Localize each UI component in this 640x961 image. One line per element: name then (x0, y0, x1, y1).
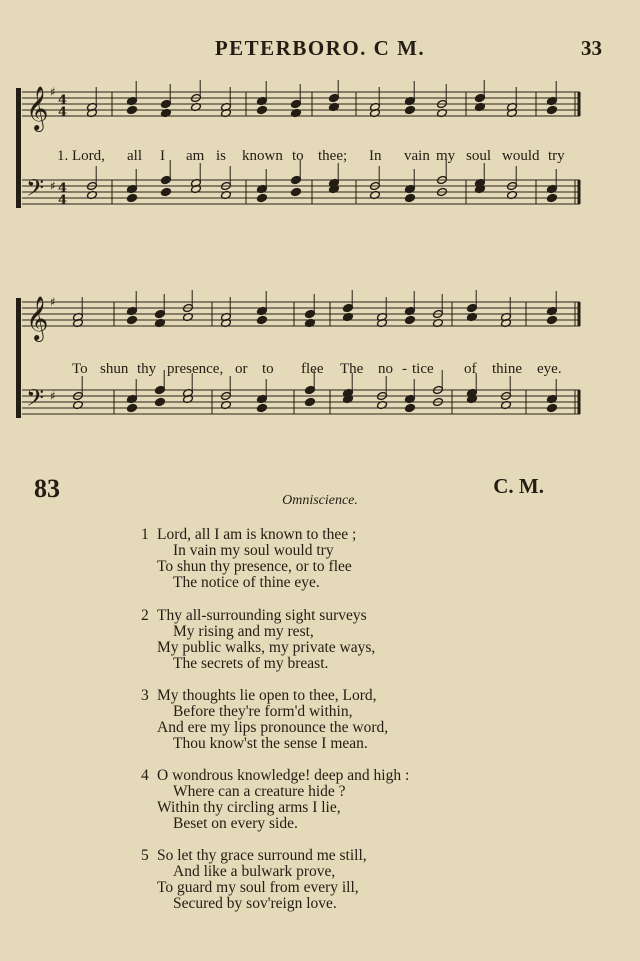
lyric-word: thee; (318, 148, 348, 164)
stanza-line: Thou know'st the sense I mean. (173, 735, 368, 752)
lyric-word: presence, (167, 361, 224, 377)
lyric-word: am (186, 148, 205, 164)
lyric-word: soul (466, 148, 492, 164)
lyric-word: To (72, 361, 88, 377)
lyric-word: eye. (537, 361, 562, 377)
system-brace (16, 88, 21, 208)
stanza-number: 2 (141, 607, 149, 624)
stanza-line: Lord, all I am is known to thee ; (157, 526, 357, 543)
lyric-word: I (160, 148, 165, 164)
note-head (127, 193, 138, 202)
stanza-line: My rising and my rest, (173, 623, 314, 640)
system-brace (16, 298, 21, 418)
stanza-line: In vain my soul would try (173, 542, 334, 559)
stanza-line: The notice of thine eye. (173, 574, 320, 591)
note-head (127, 105, 138, 114)
treble-clef: 𝄞 (26, 86, 49, 130)
stanza-line: And ere my lips pronounce the word, (157, 719, 389, 736)
stanza-number: 4 (141, 767, 149, 784)
note-head (257, 403, 268, 412)
note-head (257, 315, 268, 324)
lyric-word: vain (404, 148, 430, 164)
lyric-word: would (502, 148, 540, 164)
lyric-word: is (216, 148, 227, 164)
key-sharp: ♯ (50, 389, 56, 403)
stanza-line: Secured by sov'reign love. (173, 895, 337, 912)
stanza-line: My thoughts lie open to thee, Lord, (157, 687, 377, 704)
time-signature: 4 (58, 193, 68, 208)
hymn-subject: Omniscience. (282, 493, 358, 508)
note-head (305, 397, 316, 406)
hymn-meter: C. M. (493, 474, 544, 498)
lyric-word: 1. Lord, (57, 148, 105, 164)
bass-clef: 𝄢 (26, 174, 45, 207)
bass-clef: 𝄢 (26, 384, 45, 417)
note-head (405, 315, 416, 324)
lyric-word: tice (412, 361, 434, 377)
lyric-word: thine (492, 361, 522, 377)
note-head (547, 315, 558, 324)
note-head (127, 315, 138, 324)
lyric-word: no (378, 361, 393, 377)
stanza-line: Where can a creature hide ? (173, 783, 346, 800)
note-head (405, 193, 416, 202)
key-sharp: ♯ (50, 85, 56, 99)
note-head (547, 193, 558, 202)
stanza-line: Within thy circling arms I lie, (157, 799, 341, 816)
stanza-line: Thy all-surrounding sight surveys (157, 607, 367, 624)
stanza-line: The secrets of my breast. (173, 655, 329, 672)
note-head (161, 187, 172, 196)
lyric-word: all (127, 148, 142, 164)
stanza-line: To guard my soul from every ill, (157, 879, 359, 896)
stanza-number: 3 (141, 687, 149, 704)
note-head (405, 105, 416, 114)
lyric-word: my (436, 148, 456, 164)
note-head (547, 403, 558, 412)
lyric-word: The (340, 361, 364, 377)
note-head (155, 397, 166, 406)
note-head (257, 105, 268, 114)
time-signature: 4 (58, 181, 68, 196)
lyric-word: to (292, 148, 304, 164)
page-number: 33 (581, 36, 602, 60)
treble-clef: 𝄞 (26, 296, 49, 340)
stanza-line: O wondrous knowledge! deep and high : (157, 767, 410, 784)
key-sharp: ♯ (50, 295, 56, 309)
hymn-number: 83 (34, 474, 60, 503)
stanza-number: 5 (141, 847, 149, 864)
note-head (547, 105, 558, 114)
note-head (405, 403, 416, 412)
lyric-word: or (235, 361, 248, 377)
stanza-line: To shun thy presence, or to flee (157, 558, 352, 575)
note-head (257, 193, 268, 202)
lyric-word: thy (137, 361, 157, 377)
lyric-word: known (242, 148, 283, 164)
lyric-word: to (262, 361, 274, 377)
lyric-word: flee (301, 361, 324, 377)
stanza-line: So let thy grace surround me still, (157, 847, 367, 864)
note-head (291, 187, 302, 196)
lyric-word: of (464, 361, 477, 377)
time-signature: 4 (58, 105, 68, 120)
lyric-word: - (402, 361, 407, 377)
lyric-word: shun (100, 361, 129, 377)
stanza-number: 1 (141, 526, 149, 543)
time-signature: 4 (58, 93, 68, 108)
lyric-word: In (369, 148, 382, 164)
key-sharp: ♯ (50, 179, 56, 193)
stanza-line: Before they're form'd within, (173, 703, 353, 720)
note-head (127, 403, 138, 412)
lyric-word: try (548, 148, 565, 164)
stanza-line: Beset on every side. (173, 815, 298, 832)
stanza-line: My public walks, my private ways, (157, 639, 376, 656)
tune-title: PETERBORO. C M. (214, 36, 426, 60)
stanza-line: And like a bulwark prove, (173, 863, 336, 880)
